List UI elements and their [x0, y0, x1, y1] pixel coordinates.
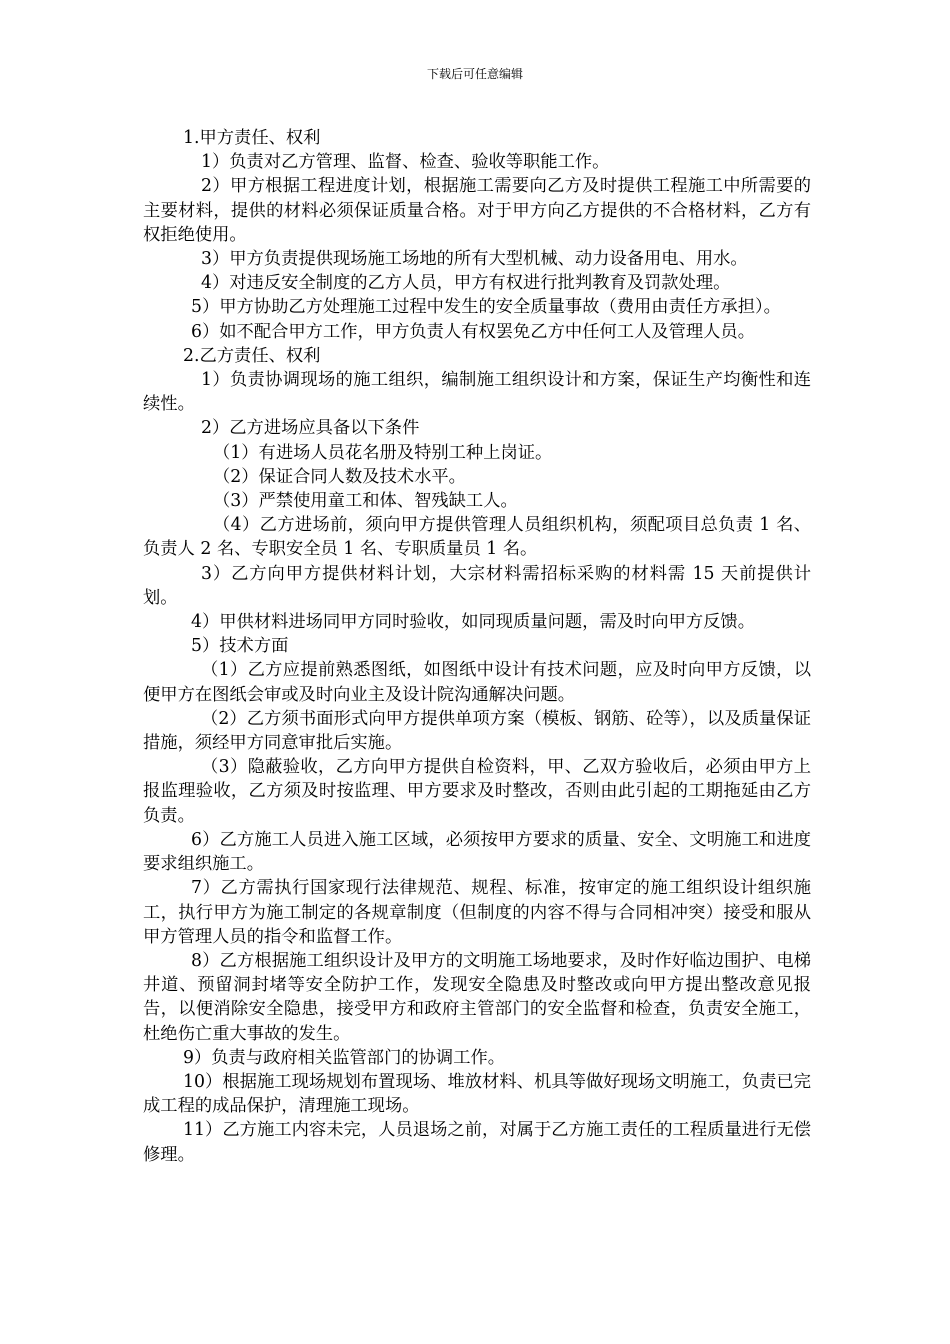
paragraph: 3）乙方向甲方提供材料计划，大宗材料需招标采购的材料需 15 天前提供计划。	[143, 563, 811, 608]
paragraph: 10）根据施工现场规划布置现场、堆放材料、机具等做好现场文明施工，负责已完成工程的成品保护，清理施工现场。	[143, 1071, 811, 1117]
paragraph: 4）甲供材料进场同甲方同时验收，如同现质量问题，需及时向甲方反馈。	[191, 612, 755, 633]
paragraph: （2）保证合同人数及技术水平。	[213, 466, 466, 487]
paragraph: （1）有进场人员花名册及特别工种上岗证。	[213, 442, 553, 463]
paragraph: 7）乙方需执行国家现行法律规范、规程、标准，按审定的施工组织设计组织施工，执行甲方为施工制定的各规章制度（但制度的内容不得与合同相冲突）接受和服从甲方管理人员的指令和监督工作。	[143, 878, 811, 947]
paragraph: 5）技术方面	[191, 636, 289, 657]
paragraph: 6）乙方施工人员进入施工区域，必须按甲方要求的质量、安全、文明施工和进度要求组织施工。	[143, 829, 811, 875]
paragraph: （4）乙方进场前，须向甲方提供管理人员组织机构，须配项目总负责 1 名、负责人 2 名、专职安全员 1 名、专职质量员 1 名。	[143, 515, 811, 560]
paragraph: （3）严禁使用童工和体、智残缺工人。	[213, 491, 518, 512]
paragraph: 1）负责协调现场的施工组织，编制施工组织设计和方案，保证生产均衡性和连续性。	[143, 370, 811, 415]
paragraph: 2）乙方进场应具备以下条件	[201, 418, 420, 439]
paragraph: 2）甲方根据工程进度计划，根据施工需要向乙方及时提供工程施工中所需要的主要材料，提供的材料必须保证质量合格。对于甲方向乙方提供的不合格材料，乙方有权拒绝使用。	[143, 176, 811, 245]
section-heading-1: 1.甲方责任、权利	[183, 128, 321, 148]
paragraph: 6）如不配合甲方工作，甲方负责人有权罢免乙方中任何工人及管理人员。	[191, 321, 755, 342]
document-body	[143, 126, 811, 1167]
paragraph: 1）负责对乙方管理、监督、检查、验收等职能工作。	[201, 152, 610, 173]
paragraph: （3）隐蔽验收，乙方向甲方提供自检资料，甲、乙双方验收后，必须由甲方上报监理验收，乙方须及时按监理、甲方要求及时整改，否则由此引起的工期拖延由乙方负责。	[143, 757, 811, 826]
paragraph: 4）对违反安全制度的乙方人员，甲方有权进行批判教育及罚款处理。	[201, 273, 731, 294]
page-header: 下载后可任意编辑	[426, 67, 523, 81]
paragraph: 11）乙方施工内容未完，人员退场之前，对属于乙方施工责任的工程质量进行无偿修理。	[143, 1120, 811, 1165]
paragraph: 3）甲方负责提供现场施工场地的所有大型机械、动力设备用电、用水。	[201, 249, 748, 270]
paragraph: 8）乙方根据施工组织设计及甲方的文明施工场地要求，及时作好临边围护、电梯井道、预留洞封堵等安全防护工作，发现安全隐患及时整改或向甲方提出整改意见报告，以便消除安全隐患，接受甲方和政府主管部门的安全监督和检查，负责安全施工，杜绝伤亡重大事故的发生。	[143, 950, 811, 1044]
paragraph: （2）乙方须书面形式向甲方提供单项方案（模板、钢筋、砼等），以及质量保证措施，须经甲方同意审批后实施。	[143, 708, 811, 754]
section-heading-2: 2.乙方责任、权利	[183, 345, 321, 366]
paragraph: 9）负责与政府相关监管部门的协调工作。	[183, 1047, 506, 1068]
paragraph: 5）甲方协助乙方处理施工过程中发生的安全质量事故（费用由责任方承担）。	[191, 297, 781, 318]
paragraph: （1）乙方应提前熟悉图纸，如图纸中设计有技术问题，应及时向甲方反馈，以便甲方在图纸会审或及时向业主及设计院沟通解决问题。	[143, 660, 811, 705]
